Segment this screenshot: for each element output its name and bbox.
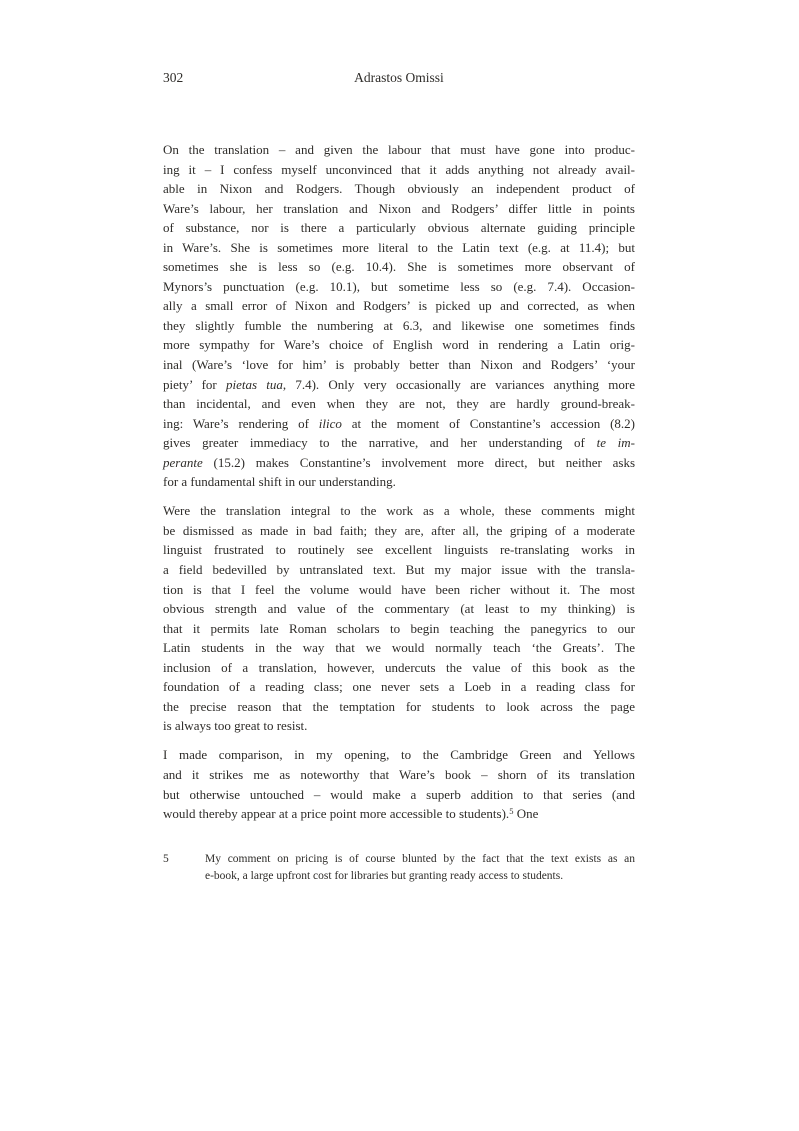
text-line: would thereby appear at a price point more accessible to students).$^5$ One [163,805,539,822]
footnote-text [205,851,635,885]
text-line: perante (15.2) makes Constantine’s involvement more direct, but neither asks [163,454,635,470]
text-line: of substance, nor is there a particularly obvious alternate guiding principle [163,220,635,236]
text-line: tion is that I feel the volume would have been richer without it. The most [163,581,635,597]
text-line: Mynors’s punctuation (e.g. 10.1), but sometime less so (e.g. 7.4). Occasion- [163,278,635,294]
text-line: ing it – I confess myself unconvinced that it adds anything not already avail- [163,161,635,177]
text-line: in Ware’s. She is sometimes more literal to the Latin text (e.g. at 11.4); but [163,239,635,255]
text-line: than incidental, and even when they are not, they are hardly ground-break- [163,396,635,412]
running-header [163,70,635,86]
text-line: ally a small error of Nixon and Rodgers’ is picked up and corrected, as when [163,298,635,314]
text-line: and it strikes me as noteworthy that Ware’s book – shorn of its translation [163,766,635,782]
italic-term: te im- [596,435,635,451]
text-line: On the translation – and given the labour that must have gone into produc- [163,142,635,157]
text-line: gives greater immediacy to the narrative, and her understanding of te im- [163,435,635,451]
paragraph-2 [163,501,635,736]
text-line: a field bedevilled by untranslated text. But my major issue with the transla- [163,561,635,577]
text-line: is always too great to resist. [163,718,308,734]
footnote-line: e-book, a large upfront cost for libraries but granting ready access to students. [205,869,564,882]
paragraph-3 [163,745,635,823]
text-line: piety’ for pietas tua, 7.4). Only very occasionally are variances anything more [163,376,635,392]
text-line: the precise reason that the temptation for students to look across the page [163,698,635,714]
text-line: Ware’s labour, her translation and Nixon and Rodgers’ differ little in points [163,200,635,216]
text-line: Latin students in the way that we would normally teach ‘the Greats’. The [163,640,635,656]
text-line: ing: Ware’s rendering of ilico at the moment of Constantine’s accession (8.2) [163,415,635,431]
text-line: Were the translation integral to the work as a whole, these comments might [163,503,635,519]
text-line: for a fundamental shift in our understanding. [163,474,396,490]
footnote [163,851,635,885]
text-line: foundation of a reading class; one never sets a Loeb in a reading class for [163,679,635,695]
text-line: they slightly fumble the numbering at 6.3, and likewise one sometimes finds [163,317,635,333]
footnote-number: 5 [163,853,169,865]
running-title: Adrastos Omissi [354,70,444,85]
text-line: that it permits late Roman scholars to begin teaching the panegyrics to our [163,620,635,636]
text-line: inclusion of a translation, however, undercuts the value of this book as the [163,659,635,675]
paragraph-1 [163,140,635,492]
text-line: but otherwise untouched – would make a superb addition to that series (and [163,786,635,802]
italic-term: perante [163,454,203,470]
body-text [163,140,635,833]
footnote-marker: 5 [509,805,514,816]
text-line: linguist frustrated to routinely see excellent linguists re-translating works in [163,542,635,558]
italic-term: ilico [318,415,342,431]
text-line: obvious strength and value of the commentary (at least to my thinking) is [163,601,635,617]
text-line: more sympathy for Ware’s choice of English word in rendering a Latin orig- [163,337,635,353]
page-number: 302 [163,70,184,85]
footnote-line: My comment on pricing is of course blunted by the fact that the text exists as an [205,853,635,865]
text-line: able in Nixon and Rodgers. Though obviously an independent product of [163,181,635,197]
text-line: sometimes she is less so (e.g. 10.4). She is sometimes more observant of [163,259,635,275]
text-line: I made comparison, in my opening, to the Cambridge Green and Yellows [163,747,635,763]
italic-term: pietas tua [225,376,283,392]
text-line: inal (Ware’s ‘love for him’ is probably better than Nixon and Rodgers’ ‘your [163,357,635,373]
text-line: be dismissed as made in bad faith; they are, after all, the griping of a moderate [163,522,635,538]
